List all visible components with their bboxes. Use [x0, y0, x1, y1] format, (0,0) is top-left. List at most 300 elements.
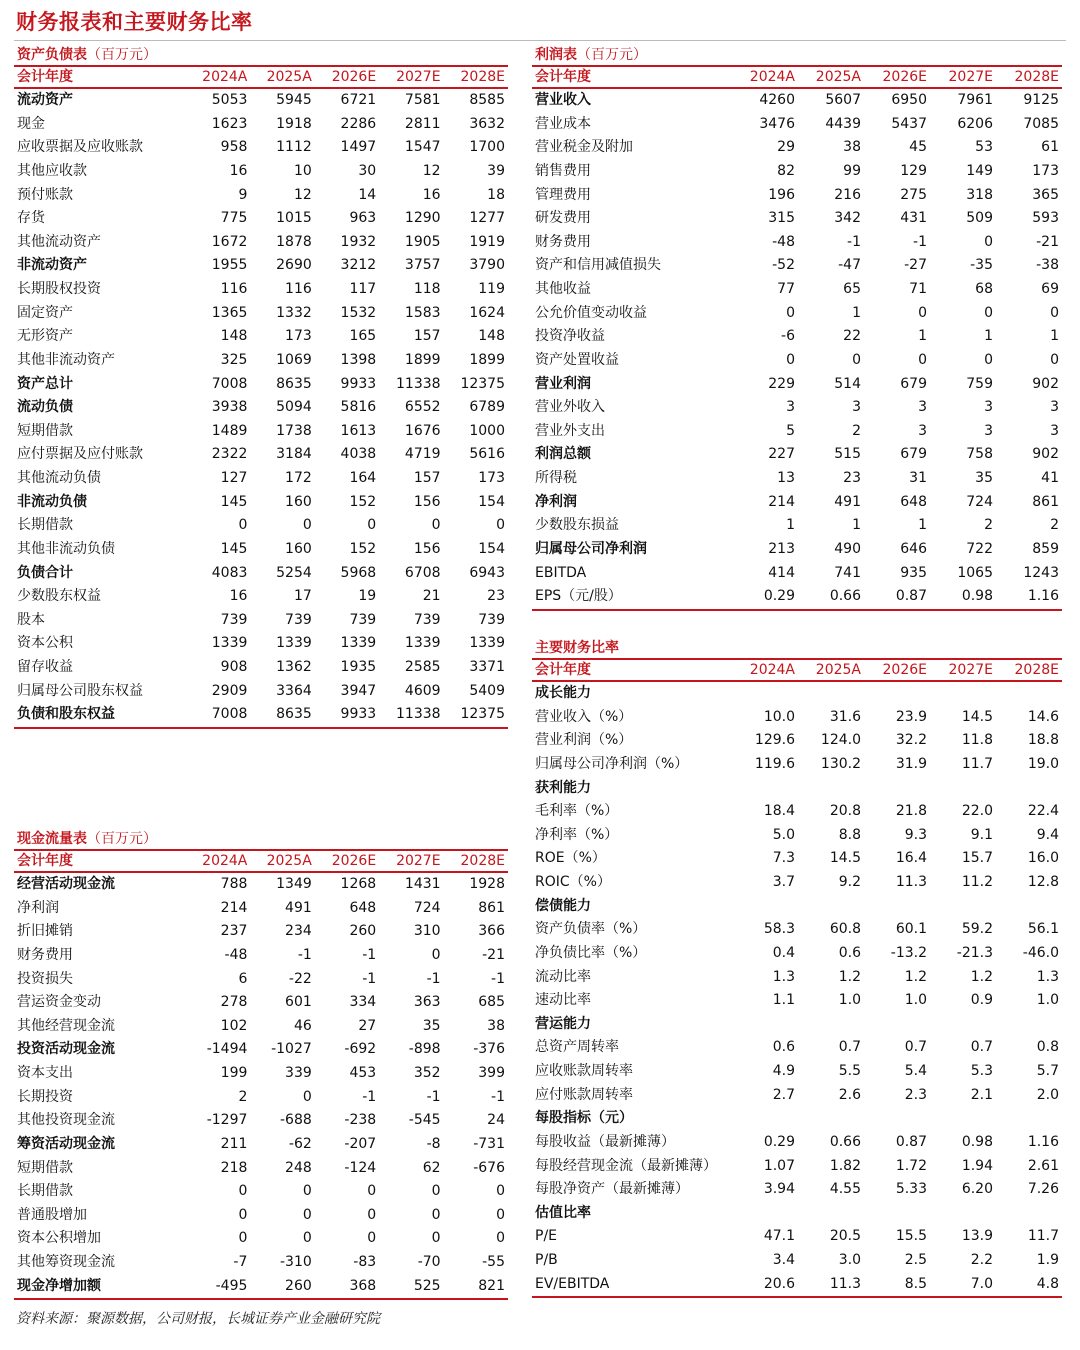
table-row [532, 514, 1062, 538]
cell-value: 648 [349, 899, 377, 916]
cell-value: -62 [288, 1135, 312, 1152]
cell-value: 145 [220, 540, 248, 557]
cell-value: 7581 [404, 92, 441, 108]
cell-value [798, 777, 864, 801]
table-row [14, 373, 508, 397]
cell-value: 41 [1041, 470, 1059, 486]
cell-value: 173 [285, 328, 312, 345]
cell-value: 310 [413, 923, 441, 940]
table-row [532, 207, 1062, 231]
cell-value: 14.5 [829, 850, 861, 867]
cell-value: 14 [358, 186, 377, 203]
cell-value: 248 [285, 1159, 312, 1176]
cell-value: 0 [238, 1230, 248, 1247]
cell-value: 213 [768, 540, 795, 557]
cell-value: 1398 [340, 351, 377, 368]
cell-value [732, 777, 798, 801]
cell-value: 214 [220, 899, 248, 916]
table-row [532, 231, 1062, 255]
column-header-year: 2024A [732, 66, 798, 88]
cash-flow-title-text: 现金流量表 [17, 831, 87, 847]
row-label: 营运资金变动 [17, 994, 101, 1011]
cell-value: 148 [220, 328, 248, 345]
row-label: 营业外收入 [535, 399, 605, 416]
cell-value: 1362 [276, 659, 312, 675]
cell-value: 237 [220, 923, 248, 940]
table-row [14, 207, 508, 231]
cell-value: 156 [413, 493, 441, 510]
cell-value: 16 [229, 162, 248, 179]
cell-value: 1.16 [996, 585, 1062, 610]
table-row [14, 1086, 508, 1110]
row-label: 资本支出 [17, 1065, 73, 1081]
column-header-year: 2028E [444, 66, 508, 88]
table-row [532, 942, 1062, 966]
cell-value: 0.7 [838, 1039, 861, 1056]
row-label: 每股净资产（最新摊薄） [535, 1181, 689, 1198]
row-label: 长期借款 [17, 1183, 73, 1200]
cell-value: 165 [349, 328, 377, 345]
cell-value: 0.66 [798, 585, 864, 610]
cell-value: 0 [918, 304, 927, 321]
cell-value: 11.2 [961, 874, 993, 890]
row-label: 归属母公司净利润 [535, 540, 647, 557]
cell-value: 199 [220, 1065, 248, 1081]
cell-value: 18.4 [763, 803, 795, 820]
cell-value: 118 [413, 281, 441, 297]
column-header-label: 会计年度 [14, 66, 186, 88]
table-row [14, 349, 508, 373]
cell-value: 229 [768, 375, 795, 392]
cell-value: 722 [966, 540, 993, 557]
cell-value: -898 [408, 1041, 441, 1058]
cell-value: 2 [238, 1088, 248, 1105]
table-row [532, 160, 1062, 184]
cell-value: 0.7 [904, 1039, 927, 1056]
cell-value: 278 [220, 994, 248, 1011]
table-row [14, 1180, 508, 1204]
cell-value: -70 [417, 1254, 441, 1270]
table-row [14, 1015, 508, 1039]
row-label: 资产负债率（%） [535, 921, 647, 938]
cell-value: 1700 [469, 139, 505, 156]
row-label: 成长能力 [535, 685, 591, 701]
cell-value: 368 [315, 1275, 379, 1300]
cell-value: 5 [786, 422, 795, 439]
cell-value: 1547 [404, 139, 441, 156]
cell-value: 7085 [1023, 115, 1059, 132]
cell-value: 3.94 [763, 1181, 795, 1198]
cell-value [930, 895, 996, 919]
table-row [532, 1131, 1062, 1155]
cell-value: 821 [444, 1275, 508, 1300]
table-row [532, 1036, 1062, 1060]
cell-value: 2322 [211, 446, 248, 463]
column-header-year: 2025A [250, 850, 314, 872]
balance-sheet-table [14, 65, 508, 729]
cell-value: 82 [777, 162, 795, 179]
row-label: 投资损失 [17, 970, 73, 987]
cash-flow-title [14, 829, 508, 849]
cell-value: 861 [478, 899, 505, 916]
table-row [532, 467, 1062, 491]
income-statement-unit: （百万元） [577, 47, 647, 63]
table-row [14, 1133, 508, 1157]
cell-value: -52 [772, 257, 795, 274]
cell-value: 234 [285, 923, 312, 940]
cell-value: 8585 [469, 92, 505, 108]
cell-value: 214 [768, 493, 795, 510]
cell-value: 739 [285, 611, 312, 628]
cell-value: 739 [413, 611, 441, 628]
cell-value: 275 [900, 186, 927, 203]
cell-value [996, 681, 1062, 706]
cell-value: 18 [487, 186, 505, 203]
cell-value: 758 [966, 446, 993, 463]
cell-value: 5094 [276, 399, 312, 416]
row-label: 应收票据及应收账款 [17, 139, 143, 156]
ratios-section [532, 638, 1062, 1298]
cell-value: 399 [478, 1065, 505, 1081]
cell-value: 2585 [404, 659, 441, 675]
column-header-label: 会计年度 [532, 66, 732, 88]
cell-value: 2 [984, 517, 993, 534]
cell-value: 0 [238, 1183, 248, 1200]
cell-value: 0 [786, 351, 795, 368]
cell-value: 366 [478, 923, 505, 940]
cell-value [930, 1202, 996, 1226]
table-row [532, 1060, 1062, 1084]
column-header-year: 2025A [798, 66, 864, 88]
cell-value: 1 [918, 517, 927, 534]
cell-value: 0.29 [763, 1133, 795, 1150]
cell-value: -376 [473, 1041, 505, 1058]
row-label: 资产处置收益 [535, 351, 619, 368]
cell-value: 775 [220, 210, 248, 227]
cell-value: 4439 [825, 115, 861, 132]
cell-value: 148 [478, 328, 505, 345]
cell-value [732, 1107, 798, 1131]
table-row [532, 136, 1062, 160]
cell-value: 218 [220, 1159, 248, 1176]
cell-value: 0 [238, 517, 248, 534]
cell-value: 12 [293, 186, 312, 203]
cell-value: 0 [367, 1183, 377, 1200]
cell-value: 5.0 [772, 826, 795, 843]
cell-value: -1 [426, 970, 441, 987]
column-header-year: 2026E [315, 66, 379, 88]
cell-value: 149 [966, 162, 993, 179]
table-row [532, 777, 1062, 801]
row-label: 营业利润（%） [535, 732, 633, 749]
cell-value: 5.33 [895, 1181, 927, 1198]
table-row [532, 585, 1062, 610]
table-row [532, 278, 1062, 302]
cell-value: 22 [843, 328, 861, 345]
row-label: 获利能力 [535, 779, 591, 796]
cell-value: 157 [413, 470, 441, 486]
cell-value: 2.7 [772, 1086, 795, 1103]
table-row [14, 278, 508, 302]
table-row [532, 1225, 1062, 1249]
cell-value [732, 1013, 798, 1037]
cell-value: 1.0 [904, 992, 927, 1009]
row-label: 投资净收益 [535, 328, 605, 345]
cell-value: -1 [297, 946, 312, 963]
cell-value: 741 [834, 564, 861, 581]
cell-value: 116 [285, 281, 312, 297]
table-row [14, 656, 508, 680]
cell-value: -35 [970, 257, 993, 274]
cell-value: 6 [238, 970, 248, 987]
cell-value: 902 [1032, 446, 1059, 463]
row-label: 其他非流动负债 [17, 540, 115, 557]
cell-value: 788 [220, 876, 248, 892]
cell-value: 6206 [957, 115, 993, 132]
balance-sheet-title [14, 45, 508, 65]
cell-value: 61 [1041, 139, 1059, 156]
cell-value: 145 [220, 493, 248, 510]
cell-value: 160 [285, 493, 312, 510]
column-header-year: 2026E [864, 66, 930, 88]
cell-value: 1112 [276, 139, 312, 156]
table-row [14, 420, 508, 444]
cell-value: 10 [293, 162, 312, 179]
cell-value: 0.87 [895, 1133, 927, 1150]
row-label: 折旧摊销 [17, 923, 73, 940]
cell-value: -21 [1036, 233, 1059, 250]
row-label: 其他流动资产 [17, 233, 101, 250]
row-label: 营业税金及附加 [535, 139, 633, 156]
cell-value: -46.0 [1022, 944, 1059, 961]
cell-value: 216 [834, 186, 861, 203]
cell-value: 20.8 [829, 803, 861, 820]
column-header-year: 2028E [996, 659, 1062, 681]
row-label: 资本公积增加 [17, 1230, 101, 1247]
cell-value: 1349 [276, 876, 312, 892]
cell-value: 2 [1050, 517, 1059, 534]
cell-value: 20.6 [732, 1273, 798, 1298]
table-row [532, 706, 1062, 730]
cell-value [798, 1202, 864, 1226]
cell-value: 1672 [211, 233, 248, 250]
cell-value: 0.8 [1036, 1039, 1059, 1056]
income-statement-header-row [532, 66, 1062, 88]
cell-value: -207 [344, 1135, 377, 1152]
cell-value: 12375 [444, 703, 508, 728]
cell-value: 119 [478, 281, 505, 297]
cell-value: 152 [349, 493, 377, 510]
table-row [14, 1251, 508, 1275]
cell-value: 1015 [276, 210, 312, 227]
column-header-year: 2027E [930, 659, 996, 681]
cell-value: 154 [478, 540, 505, 557]
row-label: 固定资产 [17, 304, 73, 321]
table-row [532, 373, 1062, 397]
cell-value: 0 [431, 1230, 441, 1247]
table-row [14, 944, 508, 968]
row-label: 流动负债 [17, 399, 73, 416]
cell-value: 1.3 [772, 968, 795, 985]
cell-value: 1899 [469, 351, 505, 368]
cell-value: 679 [900, 375, 927, 392]
column-header-year: 2028E [996, 66, 1062, 88]
cell-value: 3364 [276, 682, 312, 699]
row-label: 净利率（%） [535, 826, 619, 843]
cell-value [930, 1013, 996, 1037]
cell-value: 1489 [211, 422, 248, 439]
cell-value: 4719 [404, 446, 441, 463]
cell-value: 1339 [211, 635, 248, 652]
cell-value: -1 [362, 1088, 377, 1105]
row-label: 留存收益 [17, 659, 73, 675]
row-label: 投资活动现金流 [17, 1041, 115, 1058]
cell-value: 724 [413, 899, 441, 916]
cell-value: 3 [984, 399, 993, 416]
cell-value: 3757 [404, 257, 441, 274]
cell-value: 129 [900, 162, 927, 179]
cell-value: 0 [984, 304, 993, 321]
row-label: 负债合计 [17, 564, 73, 581]
cell-value: 935 [900, 564, 927, 581]
row-label: 营业利润 [535, 375, 591, 392]
cell-value: -1027 [271, 1041, 312, 1058]
table-row [14, 538, 508, 562]
cell-value: 3212 [340, 257, 377, 274]
row-label: 长期投资 [17, 1088, 73, 1105]
cell-value: 0 [302, 1206, 312, 1223]
cell-value: 4038 [340, 446, 377, 463]
cell-value: 2286 [340, 115, 377, 132]
cell-value: 23.9 [895, 708, 927, 725]
cell-value: 46 [293, 1017, 312, 1034]
cell-value: 6950 [891, 92, 927, 108]
cell-value: 102 [220, 1017, 248, 1034]
cell-value: 7.26 [1027, 1181, 1059, 1198]
cell-value: 14.6 [1027, 708, 1059, 725]
table-row [14, 1038, 508, 1062]
row-label: 筹资活动现金流 [17, 1135, 115, 1152]
cell-value: -1 [362, 946, 377, 963]
cell-value: 1 [918, 328, 927, 345]
table-row [532, 729, 1062, 753]
table-row [532, 184, 1062, 208]
cell-value: 3476 [759, 115, 795, 132]
cell-value: -1494 [206, 1041, 248, 1058]
cell-value: 1290 [404, 210, 441, 227]
cell-value: 1899 [404, 351, 441, 368]
cell-value: 77 [777, 281, 795, 297]
cell-value: 0 [367, 1206, 377, 1223]
cell-value: 0 [496, 1206, 505, 1223]
cell-value: 9933 [340, 375, 377, 392]
cell-value: 0 [238, 1206, 248, 1223]
cell-value: 19 [358, 588, 377, 605]
cell-value: 47.1 [763, 1228, 795, 1245]
table-row [14, 254, 508, 278]
cell-value: -47 [838, 257, 861, 274]
column-header-label: 会计年度 [532, 659, 732, 681]
cell-value: 173 [478, 470, 505, 486]
cell-value: 9.4 [1036, 826, 1059, 843]
table-row [14, 514, 508, 538]
cell-value: 3371 [469, 659, 505, 675]
cell-value: 23 [487, 588, 505, 605]
cell-value: 1.16 [1027, 1133, 1059, 1150]
cell-value: 1339 [469, 635, 505, 652]
cell-value: 1905 [404, 233, 441, 250]
table-row [532, 254, 1062, 278]
table-row [14, 467, 508, 491]
column-header-year: 2024A [732, 659, 798, 681]
row-label: 营业成本 [535, 115, 591, 132]
table-row [532, 349, 1062, 373]
column-header-year: 2028E [444, 850, 508, 872]
cell-value: 15.5 [895, 1228, 927, 1245]
column-header-year: 2027E [930, 66, 996, 88]
cell-value: 8635 [250, 703, 314, 728]
cell-value [996, 895, 1062, 919]
row-label: 营业外支出 [535, 422, 605, 439]
cell-value: -27 [904, 257, 927, 274]
cell-value: 1.0 [838, 992, 861, 1009]
cell-value: 2811 [404, 115, 441, 132]
cell-value: 65 [843, 281, 861, 297]
cell-value: 0 [496, 1183, 505, 1200]
cash-flow-table [14, 849, 508, 1300]
page-title: 财务报表和主要财务比率 [16, 10, 253, 34]
table-row [14, 632, 508, 656]
cell-value: 8.8 [838, 826, 861, 843]
cell-value: 491 [834, 493, 861, 510]
row-label: 存货 [17, 210, 45, 227]
cell-value: 1.2 [838, 968, 861, 985]
row-label: 其他非流动资产 [17, 351, 115, 368]
cell-value [996, 777, 1062, 801]
cell-value: 491 [285, 899, 312, 916]
row-label: 销售费用 [535, 162, 591, 179]
cell-value: 414 [768, 564, 795, 581]
cell-value: 1928 [469, 876, 505, 892]
cell-value: 6943 [469, 564, 505, 581]
cell-value: 260 [349, 923, 377, 940]
cell-value: 9.1 [970, 826, 993, 843]
cell-value: 1676 [404, 422, 441, 439]
table-row [532, 538, 1062, 562]
row-label: 其他应收款 [17, 162, 87, 179]
table-row [532, 895, 1062, 919]
cell-value: 7008 [211, 375, 248, 392]
cell-value: 172 [285, 470, 312, 486]
column-header-year: 2026E [864, 659, 930, 681]
cell-value: 5607 [825, 92, 861, 108]
row-label: EV/EBITDA [532, 1273, 732, 1298]
cell-value: 12.8 [1027, 874, 1059, 890]
income-statement-table [532, 65, 1062, 611]
cell-value: 1268 [340, 876, 377, 892]
cell-value: 69 [1041, 281, 1059, 297]
cell-value: 0.87 [864, 585, 930, 610]
cell-value: 6708 [404, 564, 441, 581]
cell-value: 62 [422, 1159, 441, 1176]
cell-value: 8.5 [864, 1273, 930, 1298]
cell-value: 4260 [759, 92, 795, 108]
table-row [532, 562, 1062, 586]
cash-flow-header-row [14, 850, 508, 872]
cell-value: 0.9 [970, 992, 993, 1009]
cell-value: 685 [478, 994, 505, 1011]
cell-value: 861 [1032, 493, 1059, 510]
